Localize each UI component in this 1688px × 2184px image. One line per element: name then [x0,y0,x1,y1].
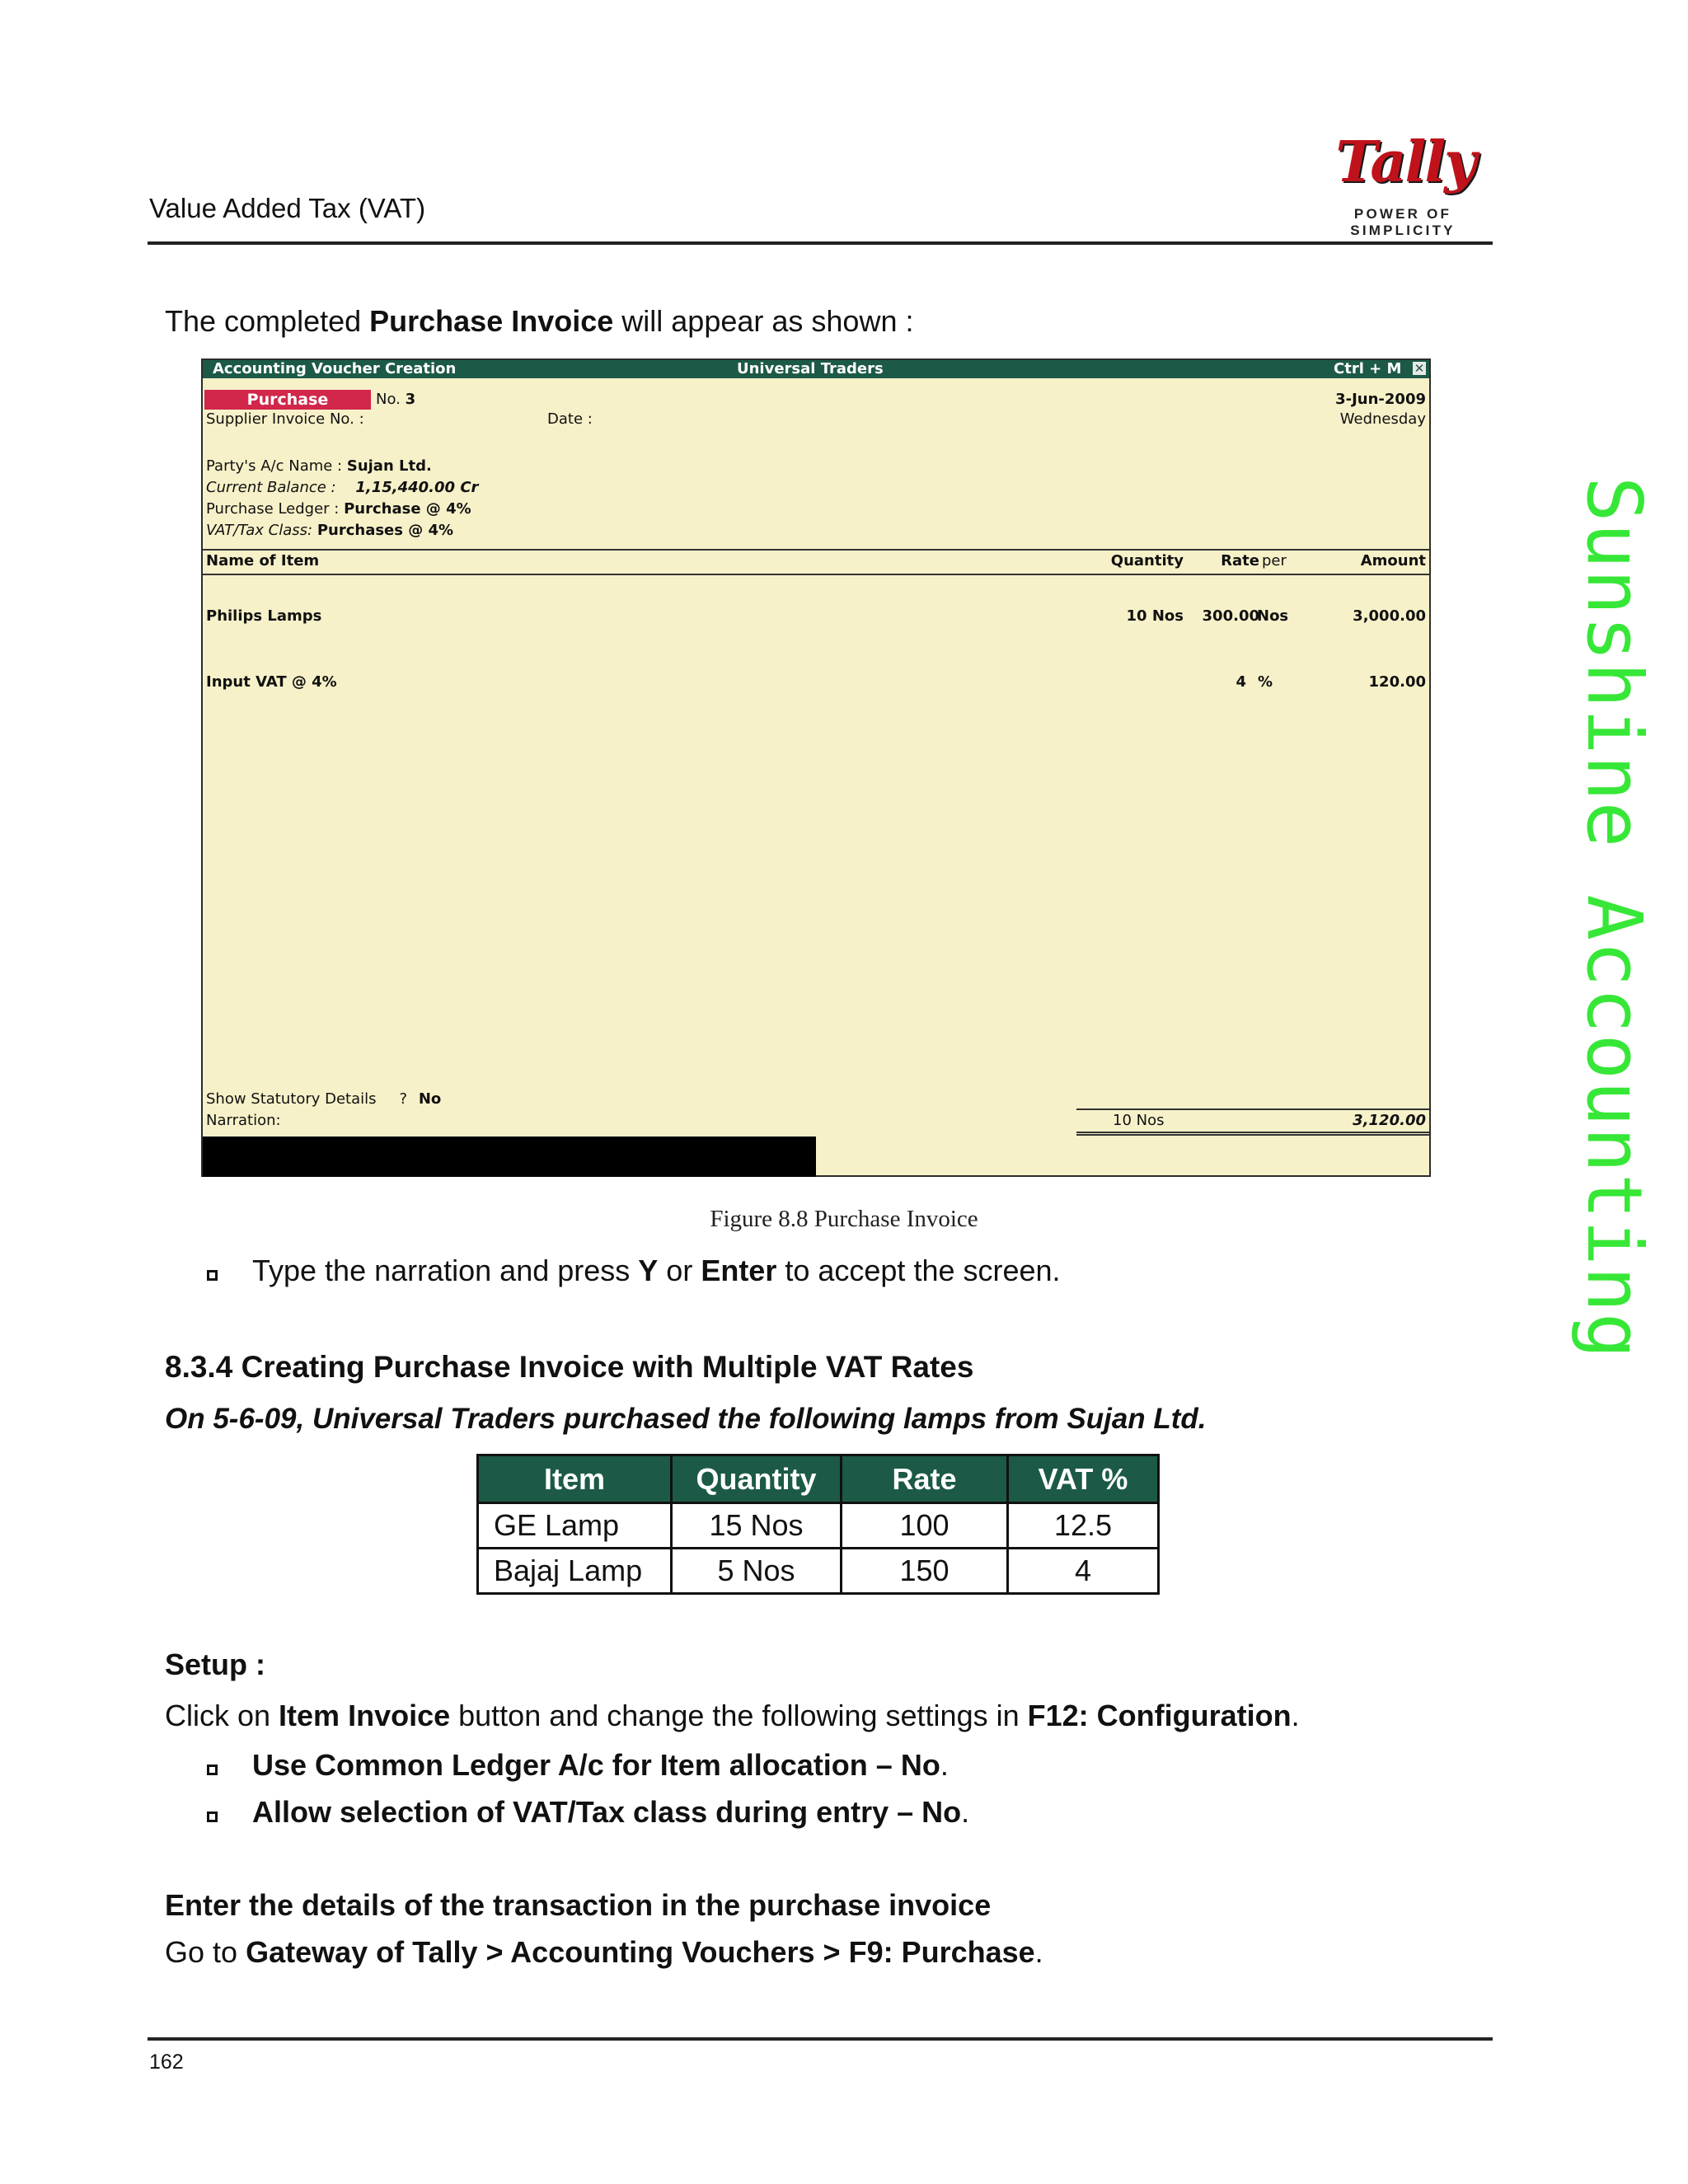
step-narration-text: Type the narration and press Y or Enter to accept the screen. [252,1254,1061,1287]
setup-instruction: Click on Item Invoice button and change the following settings in F12: Configuration. [165,1699,1300,1732]
totals-top-rule [1076,1108,1429,1110]
table-cell: 5 Nos [672,1549,842,1594]
narration-input[interactable] [203,1137,816,1177]
voucher-type-badge[interactable]: Purchase [204,390,371,410]
section-heading: 8.3.4 Creating Purchase Invoice with Multiple VAT Rates [165,1350,974,1384]
table-header-row [478,1455,1159,1503]
table-row [478,1549,1159,1594]
figure-caption: Figure 8.8 Purchase Invoice [710,1206,978,1232]
supplier-date-label: Date : [547,410,593,428]
enter-path-text: Go to Gateway of Tally > Accounting Vouchers > F9: Purchase. [165,1935,1043,1969]
item-quantity[interactable]: 10 Nos [1126,607,1184,625]
table-header-cell: Quantity [672,1455,842,1503]
voucher-date[interactable]: 3-Jun-2009 [1335,391,1426,408]
tax-rate[interactable]: 4 [1236,673,1246,691]
total-quantity: 10 Nos [1113,1112,1165,1129]
voucher-day: Wednesday [1339,410,1426,428]
col-quantity: Quantity [1110,552,1184,569]
company-name: Universal Traders [737,360,884,377]
item-name[interactable]: Philips Lamps [206,607,322,625]
table-cell: Bajaj Lamp [478,1549,672,1594]
table-cell: GE Lamp [478,1503,672,1549]
table-cell: 4 [1008,1549,1159,1594]
items-top-rule [203,549,1429,551]
voucher-number: No. 3 [376,391,416,408]
tax-per: % [1258,673,1273,691]
col-name-of-item: Name of Item [206,552,320,569]
bullet-icon [207,1270,218,1281]
tally-voucher-screen [201,359,1431,1177]
page-number: 162 [149,2050,184,2074]
table-row [478,1503,1159,1549]
setup-bullet-2: Allow selection of VAT/Tax class during entry – No. [252,1795,970,1829]
item-per[interactable]: Nos [1257,607,1289,625]
side-watermark: Sunshine Accounting [1570,476,1658,1360]
setup-heading: Setup : [165,1647,265,1681]
intro-text: The completed Purchase Invoice will appear as shown : [165,304,914,338]
items-header-rule [203,574,1429,575]
bullet-icon [207,1811,218,1822]
supplier-invoice-label: Supplier Invoice No. : [206,410,364,428]
col-amount: Amount [1360,552,1426,569]
table-cell: 150 [842,1549,1008,1594]
bullet-icon [207,1765,218,1775]
purchase-ledger-row[interactable]: Purchase Ledger : Purchase @ 4% [206,500,471,518]
screen-title-left: Accounting Voucher Creation [213,360,457,377]
table-header-cell: Item [478,1455,672,1503]
tax-amount[interactable]: 120.00 [1368,673,1426,691]
col-per: per [1262,552,1287,569]
table-header-cell: VAT % [1008,1455,1159,1503]
item-rate[interactable]: 300.00 [1202,607,1259,625]
enter-heading: Enter the details of the transaction in the purchase invoice [165,1888,992,1922]
party-name-row[interactable]: Party's A/c Name : Sujan Ltd. [206,457,432,475]
tally-logo-tagline: POWER OF SIMPLICITY [1350,206,1456,238]
col-rate: Rate [1221,552,1259,569]
header-rule [148,241,1493,245]
purchase-items-table [476,1454,1160,1595]
screen-title-bar [203,360,1429,378]
running-header-title: Value Added Tax (VAT) [149,193,426,223]
table-cell: 15 Nos [672,1503,842,1549]
total-amount: 3,120.00 [1353,1112,1426,1129]
footer-rule [148,2037,1493,2041]
table-cell: 12.5 [1008,1503,1159,1549]
vat-tax-class-row[interactable]: VAT/Tax Class: Purchases @ 4% [206,522,454,539]
table-cell: 100 [842,1503,1008,1549]
section-subheading: On 5-6-09, Universal Traders purchased the following lamps from Sujan Ltd. [165,1403,1207,1435]
tally-logo: Tally [1335,129,1475,195]
current-balance-row: Current Balance : 1,15,440.00 Cr [206,479,479,496]
setup-bullet-1: Use Common Ledger A/c for Item allocation – No. [252,1748,949,1782]
totals-double-rule [1076,1132,1429,1136]
screen-shortcut: Ctrl + M [1334,360,1402,377]
tax-ledger-name[interactable]: Input VAT @ 4% [206,673,337,691]
statutory-details-row[interactable]: Show Statutory Details ? No [206,1090,442,1108]
narration-label: Narration: [206,1112,281,1129]
item-amount[interactable]: 3,000.00 [1353,607,1426,625]
table-header-cell: Rate [842,1455,1008,1503]
close-icon[interactable]: ✕ [1414,361,1425,376]
